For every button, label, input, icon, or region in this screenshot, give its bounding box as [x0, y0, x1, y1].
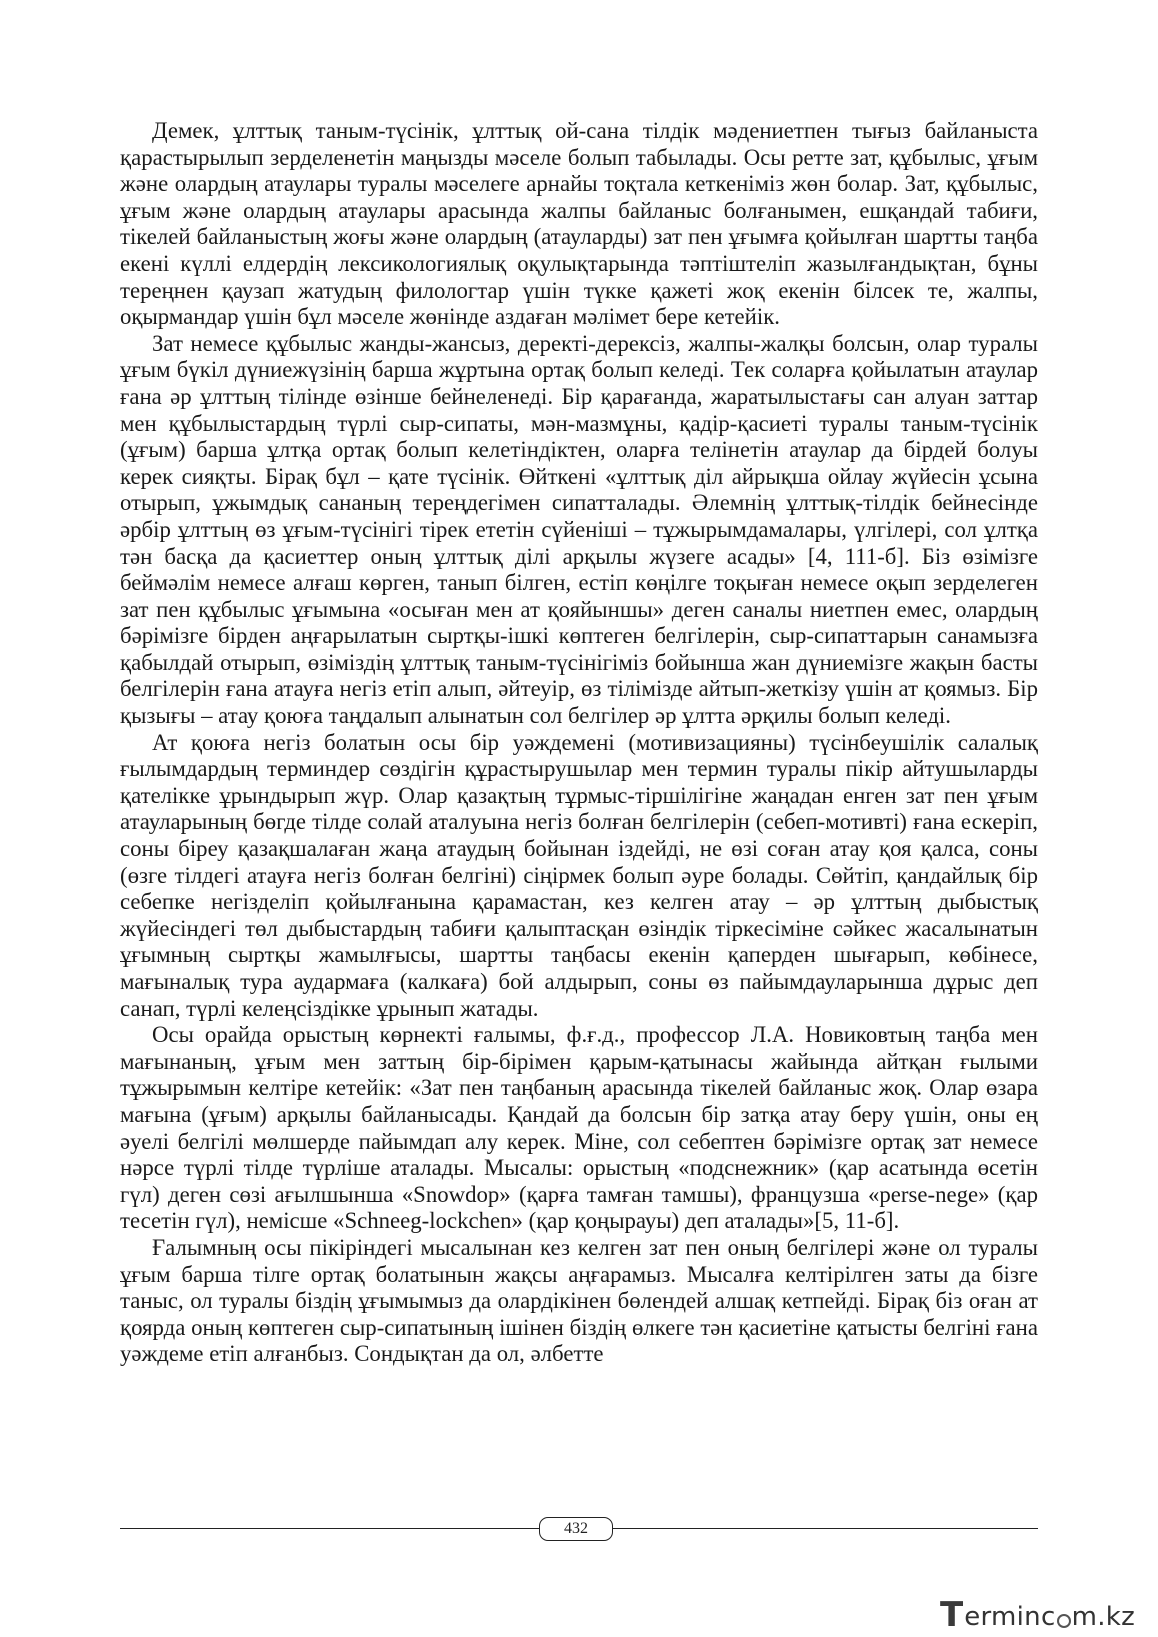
watermark-letter-t: T: [940, 1595, 964, 1635]
page-body: [120, 118, 1038, 1368]
paragraph-5: Ғалымның осы пікіріндегі мысалынан кез келген зат пен оның белгілері және ол туралы ұғым барша тілге ортақ болатынын жақсы аңғарамыз. Мысалға келтірілген заты да бізге таныс, ол туралы біздің ұғымымыз да олардікінен бөлендей алшақ кетпейді. Бірақ біз оған ат қоярда оның көптеген сыр-сипатының ішінен біздің өлкеге тән қасиетіне қатысты белгіні ғана уәждеме етіп алғанбыз. Сондықтан да ол, әлбетте: [120, 1234, 1038, 1367]
watermark-ring-icon: [1057, 1614, 1071, 1628]
page-footer: [120, 1517, 1038, 1541]
watermark-text-part1: ermin: [964, 1602, 1041, 1632]
watermark-text-part2: c: [1040, 1602, 1056, 1632]
paragraph-4: Осы орайда орыстың көрнекті ғалымы, ф.ғ.д., профессор Л.А. Новиковтың таңба мен мағынаның, ұғым мен заттың бір-бірімен қарым-қатынасы жайында айтқан ғылыми тұжырымын келтіре кетейік: «Зат пен таңбаның арасында тікелей байланыс жоқ. Олар өзара мағына (ұғым) арқылы байланысады. Қандай да болсын бір затқа атау беру үшін, оны ең әуелі белгілі мөлшерде пайымдап алу керек. Міне, сол себептен бәрімізге ортақ зат немесе нәрсе түрлі тілде түрліше аталады. Мысалы: орыстың «подснежник» (қар асатында өсетін гүл) деген сөзі ағылшынша «Snowdop» (қарға тамған тамшы), французша «perse-nege» (қар тесетін гүл), немісше «Schneeg-lockchen» (қар қоңырауы) деп аталады»[5, 11-б].: [120, 1022, 1038, 1234]
terminkom-watermark-logo: [940, 1595, 1136, 1635]
paragraph-1: Демек, ұлттық таным-түсінік, ұлттық ой-сана тілдік мәдениетпен тығыз байланыста қарастырылып зерделенетін маңызды мәселе болып табылады. Осы ретте зат, құбылыс, ұғым және олардың атаулары туралы мәселеге арнайы тоқтала кеткеніміз жөн болар. Зат, құбылыс, ұғым және олардың атаулары арасында жалпы байланыс болғанымен, ешқандай табиғи, тікелей байланыстың жоғы және олардың (атауларды) зат пен ұғымға қойылған шартты таңба екені күллі елдердің лексикологиялық оқулықтарында тәптіштеліп жазылғандықтан, бұны тереңнен қаузап жатудың филологтар үшін түкке қажеті жоқ екенін білсек те, жалпы, оқырмандар үшін бұл мәселе жөнінде аздаған мәлімет бере кетейік.: [120, 118, 1038, 330]
paragraph-2: Зат немесе құбылыс жанды-жансыз, деректі-дерексіз, жалпы-жалқы болсын, олар туралы ұғым бүкіл дүниежүзінің барша жұртына ортақ болып келеді. Тек соларға қойылатын атаулар ғана әр ұлттың тілінде өзінше бейнеленеді. Бір қарағанда, жаратылыстағы сан алуан заттар мен құбылыстардың түрлі сыр-сипаты, мән-мазмұны, қадір-қасиеті туралы таным-түсінік (ұғым) барша ұлтқа ортақ болып келетіндіктен, оларға телінетін атаулар да бірдей болуы керек сияқты. Бірақ бұл – қате түсінік. Өйткені «ұлттық діл айрықша ойлау жүйесін ұсына отырып, ұжымдық сананың тереңдегімен сипатталады. Әлемнің ұлттық-тілдік бейнесінде әрбір ұлттың өз ұғым-түсінігі тірек ететін сүйеніші – тұжырымдамалары, үлгілері, сол ұлтқа тән басқа да қасиеттер оның ұлттық ділі арқылы жүзеге асады» [4, 111-б]. Біз өзімізге беймәлім немесе алғаш көрген, танып білген, естіп көңілге тоқыған немесе оқып зерделеген зат пен құбылыс ұғымына «осыған мен ат қояйыншы» деген саналы ниетпен емес, олардың бәрімізге бірден аңғарылатын сыртқы-ішкі көптеген белгілерін, сыр-сипаттарын санамызға қабылдай отырып, өзіміздің ұлттық таным-түсінігіміз бойынша жан дүниемізге жақын басты белгілерін ғана атауға негіз етіп алып, әйтеуір, өз тілімізде айтып-жеткізу үшін ат қоямыз. Бір қызығы – атау қоюға таңдалып алынатын сол белгілер әр ұлтта әрқилы болып келеді.: [120, 330, 1038, 729]
watermark-text-part3: m.kz: [1071, 1602, 1136, 1632]
page-number: 432: [539, 1517, 613, 1541]
paragraph-3: Ат қоюға негіз болатын осы бір уәждемені (мотивизацияны) түсінбеушілік салалық ғылымдардың терминдер сөздігін құрастырушылар мен термин туралы пікір айтушыларды қателікке ұрындырып жүр. Олар қазақтың тұрмыс-тіршілігіне жаңадан енген зат пен ұғым атауларының бөгде тілде солай аталуына негіз болған белгілерін (себеп-мотивті) ғана ескеріп, соны біреу қазақшалаған жаңа атаудың бойынан іздейді, не өзі соған атау қоя қалса, соны (өзге тілдегі атауға негіз болған белгіні) сіңірмек болып әуре болады. Сөйтіп, қандайлық бір себепке негізделіп қойылғанына қарамастан, кез келген атау – әр ұлттың дыбыстық жүйесіндегі төл дыбыстардың табиғи қалыптасқан өзіндік тіркесіміне сәйкес жасалынатын ұғымның сыртқы жамылғысы, шартты таңбасы екенін қаперден шығарып, көбінесе, мағыналық тура аудармаға (калкаға) бой алдырып, соны өз пайымдауларынша дұрыс деп санап, түрлі келеңсіздікке ұрынып жатады.: [120, 729, 1038, 1021]
